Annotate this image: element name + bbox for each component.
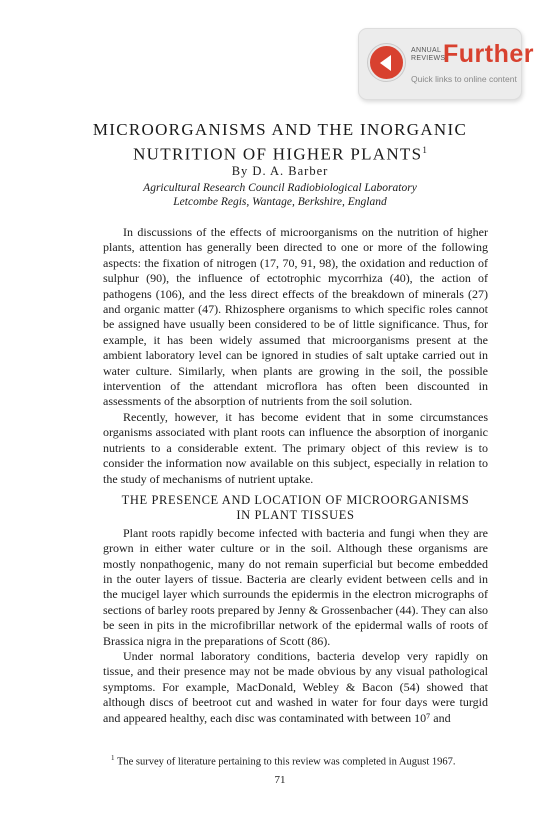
section-heading <box>103 493 488 524</box>
badge-reviews: REVIEWS <box>411 55 446 62</box>
title-footnote-mark: 1 <box>422 145 427 155</box>
paragraph: Under normal laboratory conditions, bacteria develop very rapidly on tissue, and their presence may not be made obvious by any visual pathological symptoms. For example, MacDonald, Webley & Bacon (54) showed that although discs of beetroot cut and washed in water for four days were turgid and appeared healthy, each disc was contaminated with between 10⁷ and <box>103 648 488 725</box>
badge-quick-links: Quick links to online content <box>411 74 517 84</box>
paragraph: In discussions of the effects of microorganisms on the nutrition of higher plants, attention has generally been directed to one or more of the following aspects: the fixation of nitrogen (17, 70, 91, 98), the oxidation and reduction of sulphur (90), the influence of ectotrophic mycorrhiza (40), the action of pathogens (106), and the less direct effects of the breakdown of minerals (27) and organic matter (47). Rhizosphere organisms to which specific roles cannot be assigned have usually been considered to be of little significance. Thus, for example, it has been widely assumed that microorganisms present at the ambient laboratory level can be ignored in studies of salt uptake carried out in water culture. Similarly, when plants are growing in the soil, the possible intervention of the attendant microflora has often been discounted in assessments of the absorption of nutrients from the soil solution. <box>103 225 488 409</box>
affiliation-line-2: Letcombe Regis, Wantage, Berkshire, England <box>173 196 387 208</box>
author-byline: By D. A. Barber <box>231 164 329 178</box>
title-line-1: MICROORGANISMS AND THE INORGANIC <box>92 120 468 139</box>
affiliation <box>40 181 520 209</box>
article-body <box>103 225 488 726</box>
section-heading-line-2: IN PLANT TISSUES <box>236 508 355 523</box>
title-line-2: NUTRITION OF HIGHER PLANTS <box>133 144 423 164</box>
paragraph: Recently, however, it has become evident that in some circumstances organisms associated with plant roots can influence the absorption of inorganic nutrients to a considerable extent. The primary object of this review is to consider the information now available on this subject, especially in relation to the study of mechanisms of nutrient uptake. <box>103 409 488 486</box>
article-title <box>40 120 520 165</box>
badge-annual: ANNUAL <box>411 47 442 54</box>
paragraph: Plant roots rapidly become infected with bacteria and fungi when they are grown in either water culture or in the soil. Although these organisms are mostly nonpathogenic, many do not remain superficial but become embedded in the outer layers of tissue. Bacteria are clearly evident between cells and in the mucigel layer which surrounds the epidermis in the electron micrographs of sections of barley roots prepared by Jenny & Grossenbacher (44). They can also be seen in pits in the microfibrillar network of the epidermal walls of roots of Brassica nigra in the preparations of Scott (86). <box>103 525 488 648</box>
footnote-mark: 1 <box>111 754 115 762</box>
arrow-left-icon <box>380 55 391 71</box>
badge-publisher <box>411 47 446 63</box>
footnote-text: The survey of literature pertaining to this review was completed in August 1967. <box>116 756 456 768</box>
further-logo-icon <box>368 44 405 81</box>
badge-further-label: Further <box>443 40 534 68</box>
affiliation-line-1: Agricultural Research Council Radiobiological Laboratory <box>143 182 417 194</box>
further-badge[interactable] <box>358 28 534 100</box>
section-heading-line-1: THE PRESENCE AND LOCATION OF MICROORGANISMS <box>121 492 470 507</box>
page-number: 71 <box>274 774 286 786</box>
footnote <box>103 752 488 769</box>
